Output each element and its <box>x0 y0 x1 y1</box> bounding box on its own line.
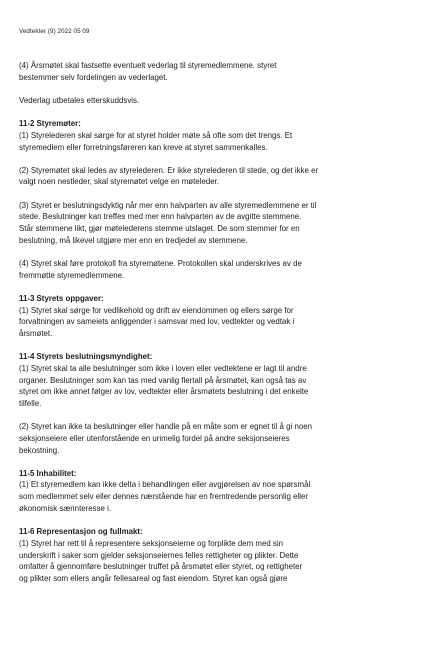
section-heading: 11-5 Inhabilitet: <box>19 468 77 478</box>
section-heading: 11-4 Styrets beslutningsmyndighet: <box>19 352 153 362</box>
paragraph: (1) Styret har rett til å representere seksjonseierne og forplikte dem med sin underskrift i saker som gjelder seksjonseiernes felles rettigheter og plikter. Dette omfatter å gjennomføre beslutninger truffet på årsmøtet eller styret, og rettigheter og plikter som ellers angår fellesareal og fast eiendom. Styret kan også gjøre <box>19 538 303 583</box>
section-heading: 11-2 Styremøter: <box>19 119 81 129</box>
paragraph: (1) Styret skal sørge for vedlikehold og drift av eiendommen og ellers sørge for forvaltningen av sameiets anliggender i samsvar med lov, vedtekter og vedtak i årsmøtet. <box>19 305 295 338</box>
paragraph: (1) Styret skal ta alle beslutninger som ikke i loven eller vedtektene er lagt til andre organer. Beslutninger som kan tas med vanlig flertall på årsmøtet, kan også tas av styret om ikke annet følger av lov, vedtekter eller årsmøtets beslutning i det enkelte tilfelle. <box>19 363 309 408</box>
page-header: Vedtekter (9) 2022 05 09 <box>19 28 90 35</box>
section <box>19 526 415 585</box>
section-heading: 11-3 Styrets oppgaver: <box>19 293 104 303</box>
document-body <box>19 60 415 596</box>
paragraph: (2) Styremøtet skal ledes av styrelederen. Er ikke styrelederen til stede, og det ikke er valgt noen nestleder, skal styremøtet velge en møteleder. <box>19 165 319 187</box>
paragraph: (4) Årsmøtet skal fastsette eventuelt vederlag til styremedlemmene. styret bestemmer selv fordelingen av vederlaget. <box>19 61 277 82</box>
paragraph: (2) Styret kan ikke ta beslutninger eller handle på en måte som er egnet til å gi noen seksjonseiere eller utenforstående en urimelig fordel på andre seksjonseieres bekostning. <box>19 422 312 455</box>
section <box>19 468 415 515</box>
paragraph: (3) Styret er beslutningsdyktig når mer enn halvparten av alle styremedlemmene er til stede. Beslutninger kan treffes med mer enn halvparten av de avgitte stemmene. Står stemmene likt, gjør møtelederens stemme utslaget. De som stemmer for en beslutning, må likevel utgjøre mer enn en tredjedel av stemmene. <box>19 200 317 245</box>
paragraph: (4) Styret skal føre protokoll fra styremøtene. Protokollen skal underskrives av de fremmøtte styremedlemmene. <box>19 258 302 280</box>
paragraph: (1) Et styremedlem kan ikke delta i behandlingen eller avgjørelsen av noe spørsmål som medlemmet selv eller dennes nærstående har en fremtredende personlig eller økonomisk særinteresse i. <box>19 480 311 513</box>
section <box>19 351 415 410</box>
paragraph: Vederlag utbetales etterskuddsvis. <box>19 95 140 105</box>
paragraph: (1) Styrelederen skal sørge for at styret holder møte så ofte som det trengs. Et styremedlem eller forretningsføreren kan kreve at styret sammenkalles. <box>19 130 293 152</box>
section-heading: 11-6 Representasjon og fullmakt: <box>19 527 143 537</box>
section <box>19 118 415 153</box>
section <box>19 293 415 340</box>
